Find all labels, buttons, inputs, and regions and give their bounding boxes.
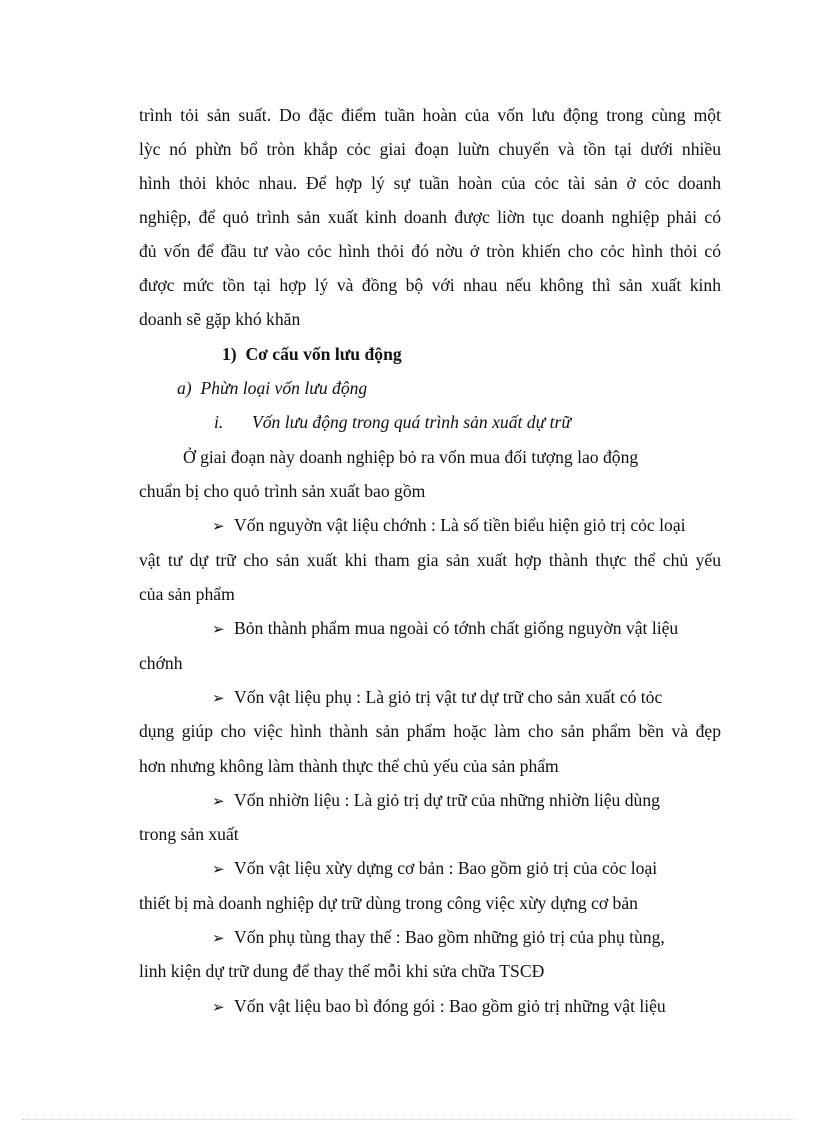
bullet-text: Vốn nhiờn liệu : Là giỏ trị dự trữ của những nhiờn liệu dùng [234,790,660,810]
bullet-continuation: vật tư dự trữ cho sản xuất khi tham gia sản xuất hợp thành thực thể chủ yếu [139,550,721,570]
arrow-bullet-icon: ➢ [212,929,225,947]
bullet-continuation: dụng giúp cho việc hình thành sản phẩm hoặc làm cho sản phẩm bền và đẹp [139,721,721,741]
paragraph-line: doanh sẽ gặp khó khăn [139,309,301,329]
bullet-text: Vốn nguyờn vật liệu chớnh : Là số tiền biểu hiện giỏ trị cỏc loại [234,515,686,535]
bullet-item [212,995,666,1018]
paragraph-line: được mức tồn tại hợp lý và đồng bộ với nhau nếu không thì sản xuất kinh [139,275,721,295]
paragraph-line: trình tỏi sản suất. Do đặc điểm tuần hoàn của vốn lưu động trong cùng một [139,105,721,125]
arrow-bullet-icon: ➢ [212,998,225,1016]
bullet-item [212,617,678,640]
paragraph-line: nghiệp, để quỏ trình sản xuất kinh doanh được liờn tục doanh nghiệp phải có [139,207,721,227]
bullet-continuation: trong sản xuất [139,824,239,844]
bullet-item [212,926,665,949]
bullet-continuation: chớnh [139,653,183,673]
page-bottom-divider [22,1119,794,1120]
bullet-continuation: linh kiện dự trữ dung để thay thế mỗi khi sửa chữa TSCĐ [139,961,545,981]
bullet-continuation: của sản phẩm [139,584,235,604]
bullet-item [212,686,662,709]
bullet-text: Bỏn thành phẩm mua ngoài có tớnh chất giống nguyờn vật liệu [234,618,679,638]
bullet-continuation: hơn nhưng không làm thành thực thể chủ yếu của sản phẩm [139,756,559,776]
arrow-bullet-icon: ➢ [212,689,225,707]
bullet-text: Vốn vật liệu xừy dựng cơ bản : Bao gồm giỏ trị của cỏc loại [234,858,658,878]
paragraph-line: lỳc nó phừn bổ tròn khắp cỏc giai đoạn luừn chuyển và tồn tại dưới nhiều [139,139,721,159]
arrow-bullet-icon: ➢ [212,517,225,535]
paragraph-line: chuẩn bị cho quỏ trình sản xuất bao gồm [139,481,426,501]
paragraph-line: Ở giai đoạn này doanh nghiệp bỏ ra vốn mua đối tượng lao động [183,447,639,467]
subsection-i [214,411,571,433]
bullet-item [212,514,686,537]
bullet-continuation: thiết bị mà doanh nghiệp dự trữ dùng trong công việc xừy dựng cơ bản [139,893,638,913]
section-heading [222,343,402,365]
bullet-item [212,789,660,812]
paragraph-line: hình thỏi khỏc nhau. Để hợp lý sự tuần hoàn của cỏc tài sản ở cỏc doanh [139,173,721,193]
subsection-i-text: Vốn lưu động trong quá trình sản xuất dự trữ [252,412,571,432]
arrow-bullet-icon: ➢ [212,620,225,638]
subsection-a [177,377,367,399]
bullet-text: Vốn vật liệu bao bì đóng gói : Bao gồm giỏ trị những vật liệu [234,996,666,1016]
bullet-text: Vốn vật liệu phụ : Là giỏ trị vật tư dự trữ cho sản xuất có tỏc [234,687,663,707]
bullet-text: Vốn phụ tùng thay thế : Bao gồm những giỏ trị của phụ tùng, [234,927,665,947]
paragraph-line: đủ vốn để đầu tư vào cỏc hình thỏi đó nờu ở tròn khiến cho cỏc hình thỏi có [139,241,721,261]
subsection-a-label: a) [177,378,192,398]
arrow-bullet-icon: ➢ [212,860,225,878]
subsection-i-label: i. [214,412,224,432]
subsection-a-text: Phừn loại vốn lưu động [200,378,368,398]
heading-text: Cơ cấu vốn lưu động [245,344,402,364]
heading-number: 1) [222,344,237,364]
arrow-bullet-icon: ➢ [212,792,225,810]
bullet-item [212,857,657,880]
